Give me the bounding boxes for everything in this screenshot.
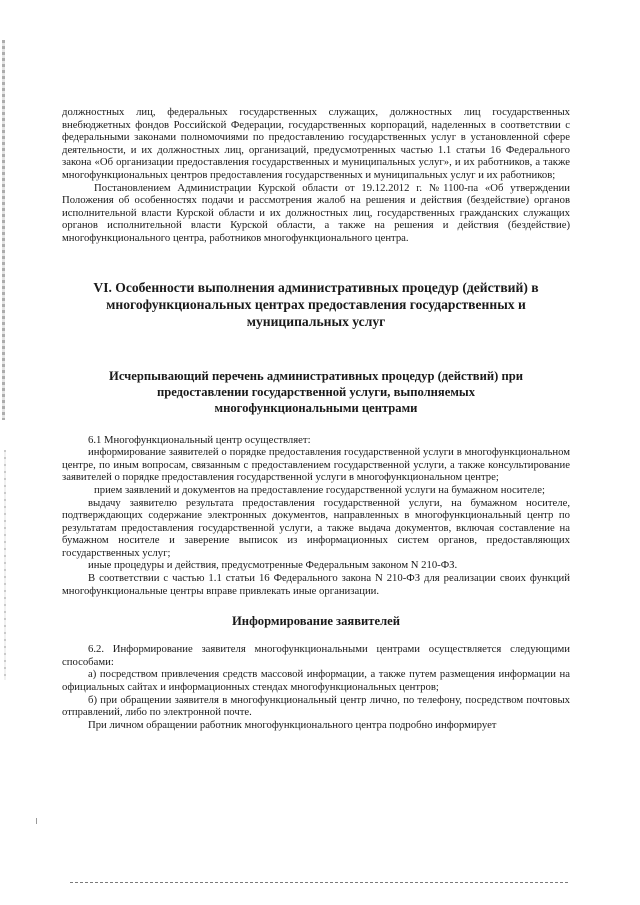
scan-edge-artifact-lower xyxy=(4,450,6,680)
paragraph-6-2-intro: 6.2. Информирование заявителя многофункциональными центрами осуществляется следующими способами: xyxy=(62,643,570,668)
paragraph-6-1-reception: прием заявлений и документов на предоставление государственной услуги на бумажном носителе; xyxy=(94,483,545,496)
paragraph-6-1-other: иные процедуры и действия, предусмотренные Федеральным законом N 210-ФЗ. xyxy=(88,559,458,572)
paragraph-6-2-personal: При личном обращении работник многофункционального центра подробно информирует xyxy=(88,718,497,731)
paragraph-resolution: Постановлением Администрации Курской области от 19.12.2012 г. №1100-па «Об утверждении Положения об особенностях подачи и рассмотрения жалоб на решения и действия (бездействие) органов исполнительной власти Курской области и их должностных лиц, государственных гражданских служащих органов исполнительной власти Курской области, а также на решения и действия (бездействие) многофункционального центра, работников многофункционального центра. xyxy=(62,181,570,244)
paragraph-6-2-b: б) при обращении заявителя в многофункциональный центр лично, по телефону, посредством почтовых отправлений, либо по электронной почте. xyxy=(62,693,570,719)
paragraph-6-1-organizations: В соответствии с частью 1.1 статьи 16 Федерального закона N 210-ФЗ для реализации своих функций многофункциональные центры вправе привлекать иные организации. xyxy=(62,572,570,597)
paragraph-6-1-intro: 6.1 Многофункциональный центр осуществляет: xyxy=(88,433,311,446)
subsection-title: Исчерпывающий перечень административных процедур (действий) при предоставлении государственной услуги, выполняемых многофункциональными центрами xyxy=(109,368,523,415)
scan-mark xyxy=(36,818,37,824)
info-title: Информирование заявителей xyxy=(232,614,400,629)
paragraph-officials: должностных лиц, федеральных государственных служащих, должностных лиц государственных внебюджетных фондов Российской Федерации, государственных корпораций, наделенных в соответствии с федеральными законами полномочиями по предоставлению государственных услуг в установленной сфере деятельности, и их должностных лиц, организаций, предусмотренных частью 1.1 статьи 16 Федерального закона «Об организации предоставления государственных и муниципальных услуг», и их работников, а также многофункциональных центров предоставления государственных и муниципальных услуг и их работников; xyxy=(62,106,570,181)
paragraph-6-2-a: а) посредством привлечения средств массовой информации, а также путем размещения информации на официальных сайтах и информационных стендах многофункциональных центров; xyxy=(62,668,570,694)
paragraph-6-1-issuance: выдачу заявителю результата предоставления государственной услуги, на бумажном носителе, подтверждающих содержание электронных документов, направленных в многофункциональный центр по результатам предоставления государственной услуги, а также выдача документов, включая составление на бумажном носителе и заверение выписок из информационных систем органов, предоставляющих государственных услуг; xyxy=(62,496,570,559)
bottom-rule xyxy=(70,882,568,883)
section-title: VI. Особенности выполнения административных процедур (действий) в многофункциональных центрах предоставления государственных и муниципальных услуг xyxy=(93,279,539,329)
scan-edge-artifact xyxy=(2,40,5,420)
paragraph-6-1-informing: информирование заявителей о порядке предоставления государственной услуги в многофункциональном центре, по иным вопросам, связанным с предоставлением государственной услуги, а также консультирование заявителей о порядке предоставления государственной услуги в многофункциональном центре; xyxy=(62,446,570,484)
document-page xyxy=(62,106,570,731)
